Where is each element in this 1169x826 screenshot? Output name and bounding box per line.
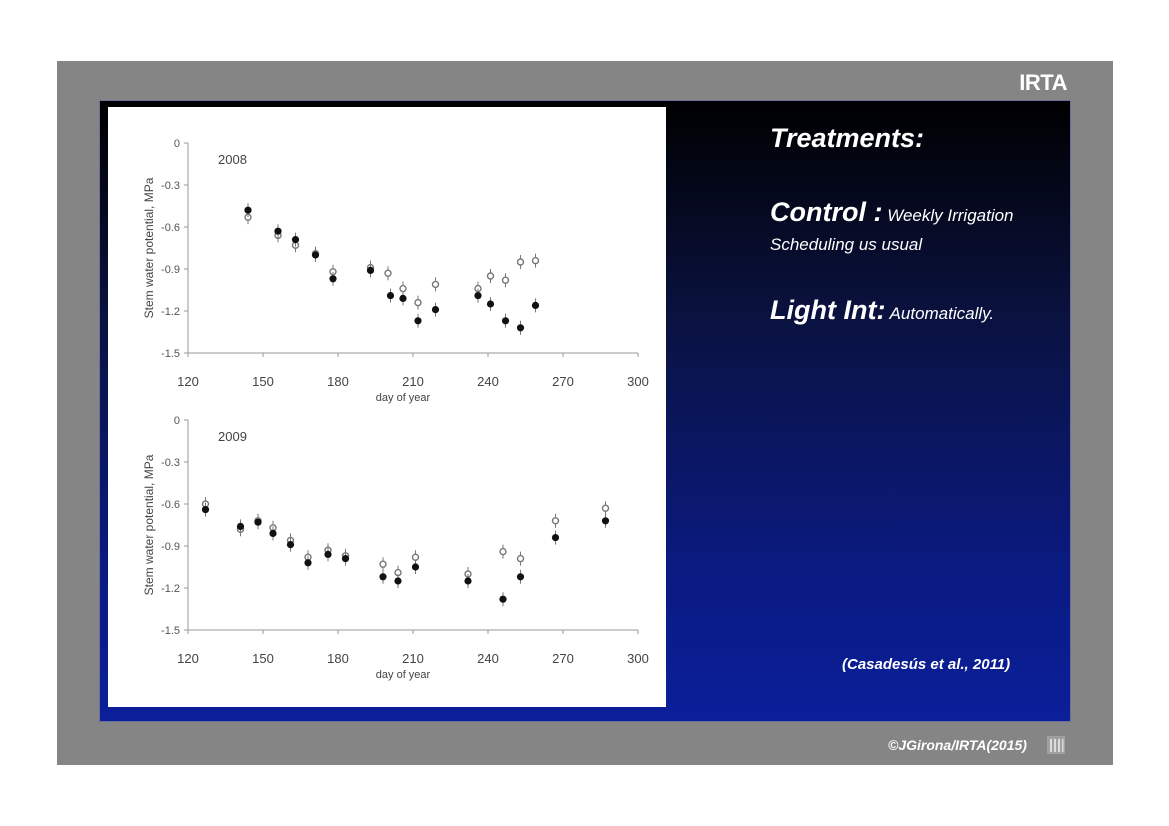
chart-2009-point-open: [380, 561, 386, 567]
slide-frame: [57, 61, 1113, 765]
light-item: [770, 295, 1060, 326]
chart-2009-point-filled: [499, 596, 506, 603]
chart-2008-ytick-label: -1.2: [161, 306, 180, 318]
chart-2009-point-filled: [517, 573, 524, 580]
control-desc-line1: Weekly Irrigation: [887, 206, 1014, 225]
chart-2009-point-filled: [324, 551, 331, 558]
chart-2008-point-filled: [432, 306, 439, 313]
chart-2009-point-filled: [342, 555, 349, 562]
chart-2009-point-open: [603, 505, 609, 511]
chart-2009-ytick-label: -0.9: [161, 541, 180, 553]
chart-2009-point-open: [518, 556, 524, 562]
irta-mini-logo-icon: [1046, 735, 1066, 755]
chart-2009-ylabel: Stem water potential, MPa: [142, 454, 156, 596]
charts-svg: [108, 107, 666, 707]
chart-2009-xtick-label: 300: [627, 651, 649, 666]
chart-2009-point-filled: [379, 573, 386, 580]
chart-2009-point-open: [413, 554, 419, 560]
chart-2008-point-filled: [532, 302, 539, 309]
control-item: [770, 198, 1060, 259]
chart-2009-xtick-label: 120: [177, 651, 199, 666]
chart-2009-xtick-label: 240: [477, 651, 499, 666]
chart-2008-xtick-label: 210: [402, 374, 424, 389]
chart-2009-point-filled: [394, 577, 401, 584]
chart-2008-xtick-label: 180: [327, 374, 349, 389]
chart-2009-ytick-label: -1.5: [161, 625, 180, 637]
chart-2008-point-filled: [474, 292, 481, 299]
chart-2008-point-open: [533, 258, 539, 264]
treatments-title: Treatments:: [770, 123, 925, 153]
chart-2008-ytick-label: -0.3: [161, 180, 180, 192]
copyright: ©JGirona/IRTA(2015): [888, 737, 1027, 753]
chart-2009-xtick-label: 210: [402, 651, 424, 666]
chart-2008-ylabel: Stem water potential, MPa: [142, 177, 156, 319]
chart-2009-year-label: 2009: [218, 429, 247, 444]
chart-2009-xtick-label: 270: [552, 651, 574, 666]
chart-2008-point-filled: [312, 251, 319, 258]
chart-2008-year-label: 2008: [218, 152, 247, 167]
chart-2008-point-filled: [517, 324, 524, 331]
chart-panel: [108, 107, 666, 707]
chart-2008-xlabel: day of year: [375, 392, 431, 404]
treatments-text: [770, 123, 1060, 326]
chart-2009-point-filled: [304, 559, 311, 566]
chart-2008-point-open: [385, 270, 391, 276]
chart-2008-point-filled: [329, 275, 336, 282]
chart-2009-point-open: [500, 549, 506, 555]
chart-2009-point-filled: [602, 517, 609, 524]
chart-2008-point-filled: [244, 207, 251, 214]
chart-2009-point-filled: [464, 577, 471, 584]
chart-2008-ytick-label: 0: [173, 138, 180, 150]
slide-content: [99, 100, 1071, 722]
chart-2008-point-filled: [387, 292, 394, 299]
chart-2008-ytick-label: -1.5: [161, 348, 180, 360]
chart-2008-point-filled: [367, 267, 374, 274]
chart-2009-xtick-label: 180: [327, 651, 349, 666]
chart-2008-point-filled: [274, 228, 281, 235]
light-label: Light Int:: [770, 295, 886, 325]
light-desc: Automatically.: [889, 304, 995, 323]
control-desc-line2: Scheduling us usual: [770, 235, 923, 254]
chart-2009-point-filled: [202, 506, 209, 513]
chart-2009-point-filled: [237, 523, 244, 530]
chart-2008-point-open: [433, 281, 439, 287]
chart-2008-point-filled: [399, 295, 406, 302]
chart-2009-ytick-label: -0.6: [161, 499, 180, 511]
chart-2009-point-filled: [254, 519, 261, 526]
chart-2008-point-open: [400, 286, 406, 292]
chart-2009-ytick-label: 0: [173, 415, 180, 427]
chart-2009-point-filled: [412, 563, 419, 570]
chart-2008-xtick-label: 300: [627, 374, 649, 389]
chart-2008-xtick-label: 150: [252, 374, 274, 389]
chart-2009-point-filled: [269, 530, 276, 537]
chart-2008-point-open: [415, 300, 421, 306]
chart-2009-ytick-label: -1.2: [161, 583, 180, 595]
chart-2008-point-filled: [487, 300, 494, 307]
chart-2008-point-open: [488, 273, 494, 279]
irta-logo: IRTA: [1019, 70, 1067, 95]
chart-2008-ytick-label: -0.6: [161, 222, 180, 234]
chart-2009-point-filled: [552, 534, 559, 541]
chart-2008-point-filled: [292, 236, 299, 243]
chart-2008-point-open: [503, 277, 509, 283]
citation: (Casadesús et al., 2011): [842, 656, 1011, 673]
chart-2008-ytick-label: -0.9: [161, 264, 180, 276]
chart-2008-point-filled: [414, 317, 421, 324]
chart-2008-point-open: [518, 259, 524, 265]
chart-2009-point-filled: [287, 541, 294, 548]
chart-2008-point-filled: [502, 317, 509, 324]
chart-2008-xtick-label: 120: [177, 374, 199, 389]
chart-2008-xtick-label: 270: [552, 374, 574, 389]
chart-2009-xlabel: day of year: [375, 669, 431, 681]
chart-2008-xtick-label: 240: [477, 374, 499, 389]
chart-2009-point-open: [553, 518, 559, 524]
chart-2009-xtick-label: 150: [252, 651, 274, 666]
chart-2009-ytick-label: -0.3: [161, 457, 180, 469]
control-label: Control :: [770, 197, 883, 227]
